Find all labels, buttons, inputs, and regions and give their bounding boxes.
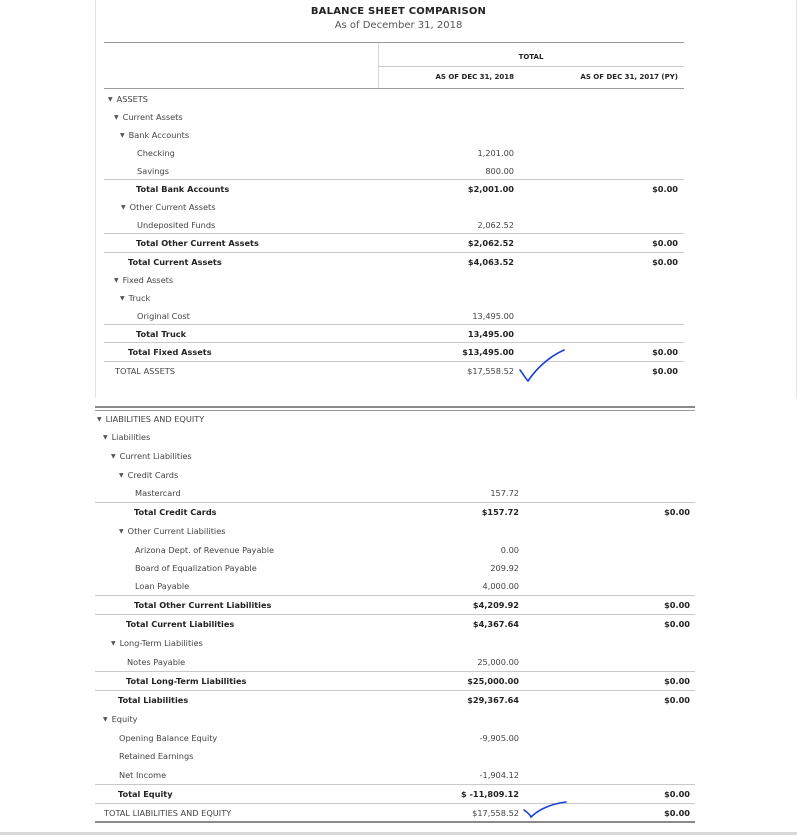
value-2018[interactable]: $ -11,809.12 [460,789,519,799]
row-rule [95,784,695,785]
row-label-text: Board of Equalization Payable [135,563,257,573]
row-label-text: Notes Payable [127,657,186,667]
row-label [119,770,166,780]
value-2017[interactable]: $0.00 [652,238,678,248]
report-title: BALANCE SHEET COMPARISON [310,6,487,17]
row-label [137,220,215,230]
collapse-caret-icon[interactable]: ▼ [114,277,119,284]
row-label-text: Total Liabilities [118,695,189,705]
row-rule [104,342,684,343]
row-label-text: Total Current Assets [128,257,222,267]
value-2018[interactable]: $25,000.00 [467,676,519,686]
col-2018-header[interactable]: AS OF DEC 31, 2018 [435,73,514,81]
row-label [118,789,173,799]
row-label-text: TOTAL LIABILITIES AND EQUITY [104,808,232,818]
value-2018[interactable]: $2,001.00 [467,184,514,194]
row-label[interactable] [111,451,192,461]
checkmark-icon [522,798,570,820]
row-rule [104,252,684,253]
row-label[interactable] [103,432,150,442]
row-label-text: Total Equity [118,789,173,799]
value-2017[interactable]: $0.00 [664,619,690,629]
value-2018[interactable]: 25,000.00 [477,657,519,667]
value-2017[interactable]: $0.00 [652,347,678,357]
row-rule [104,324,684,325]
row-label [136,329,186,339]
row-label [135,488,181,498]
row-label-text: Liabilities [111,432,151,442]
collapse-caret-icon[interactable]: ▼ [120,132,125,139]
value-2018[interactable]: 4,000.00 [482,581,519,591]
row-label-text: Undeposited Funds [137,220,216,230]
row-label [118,695,188,705]
row-rule [104,361,684,362]
value-2017[interactable]: $0.00 [664,507,690,517]
collapse-caret-icon[interactable]: ▼ [119,472,124,479]
value-2017[interactable]: $0.00 [652,184,678,194]
collapse-caret-icon[interactable]: ▼ [103,716,108,723]
collapse-caret-icon[interactable]: ▼ [119,528,124,535]
row-label[interactable] [121,202,215,212]
value-2018[interactable]: 13,495.00 [467,329,514,339]
row-label-text: Total Credit Cards [134,507,217,517]
row-label [128,347,212,357]
value-2018[interactable]: $4,367.64 [472,619,519,629]
value-2018[interactable]: -9,905.00 [479,733,519,743]
row-label-text: Credit Cards [127,470,179,480]
value-2018[interactable]: $4,063.52 [467,257,514,267]
value-2018[interactable]: 157.72 [490,488,519,498]
row-rule [95,614,695,615]
row-label [136,238,259,248]
row-label [119,733,217,743]
total-column-header: TOTAL [518,53,544,61]
value-2018[interactable]: $157.72 [481,507,519,517]
value-2018[interactable]: $29,367.64 [467,695,519,705]
row-label-text: Retained Earnings [119,751,194,761]
row-label-text: Fixed Assets [122,275,174,285]
column-divider [378,42,379,88]
value-2018[interactable]: $17,558.52 [472,808,519,818]
row-label-text: ASSETS [116,94,148,104]
row-label [128,257,222,267]
row-label [135,581,189,591]
row-label-text: Original Cost [137,311,190,321]
row-label [137,166,169,176]
row-label-text: Current Assets [122,112,183,122]
row-label[interactable] [120,130,189,140]
value-2018[interactable]: -1,904.12 [479,770,519,780]
row-label[interactable] [108,94,148,104]
collapse-caret-icon[interactable]: ▼ [121,204,126,211]
value-2017[interactable]: $0.00 [664,789,690,799]
row-label [135,545,274,555]
value-2018[interactable]: 1,201.00 [477,148,514,158]
row-label [126,676,246,686]
header-top-rule [104,42,684,43]
row-label-text: Other Current Assets [129,202,216,212]
report-bottom-rule [95,821,695,823]
col-2017-header[interactable]: AS OF DEC 31, 2017 (PY) [580,73,678,81]
total-header-rule [378,66,684,67]
row-label-text: LIABILITIES AND EQUITY [105,414,205,424]
value-2018[interactable]: $2,062.52 [467,238,514,248]
row-label-text: Total Bank Accounts [136,184,230,194]
row-label[interactable] [119,470,178,480]
row-label[interactable] [114,275,173,285]
row-label-text: Total Other Current Liabilities [134,600,272,610]
collapse-caret-icon[interactable]: ▼ [103,434,108,441]
value-2017[interactable]: $0.00 [664,808,690,818]
row-label-text: Long-Term Liabilities [119,638,203,648]
value-2018[interactable]: 209.92 [490,563,519,573]
row-label [119,751,193,761]
collapse-caret-icon[interactable]: ▼ [111,453,116,460]
row-label-text: Equity [111,714,138,724]
value-2017[interactable]: $0.00 [664,600,690,610]
row-label-text: Other Current Liabilities [127,526,226,536]
row-label [134,600,271,610]
row-label-text: Bank Accounts [128,130,190,140]
row-label [137,311,190,321]
report-subtitle: As of December 31, 2018 [334,20,463,31]
value-2018[interactable]: 2,062.52 [477,220,514,230]
row-rule [104,233,684,234]
row-rule [95,502,695,503]
row-rule [104,179,684,180]
row-label-text: Checking [137,148,175,158]
value-2018[interactable]: $4,209.92 [472,600,519,610]
value-2018[interactable]: $13,495.00 [462,347,514,357]
row-label[interactable] [114,112,183,122]
checkmark-icon [518,346,568,384]
section-separator-2 [95,410,695,411]
value-2018[interactable]: 800.00 [485,166,514,176]
header-bottom-rule [104,88,684,89]
row-label [137,148,175,158]
row-label-text: Opening Balance Equity [119,733,218,743]
row-rule [95,671,695,672]
collapse-caret-icon[interactable]: ▼ [120,295,125,302]
row-label [135,563,257,573]
collapse-caret-icon[interactable]: ▼ [108,96,113,103]
row-label[interactable] [119,526,226,536]
row-label-text: Total Current Liabilities [126,619,235,629]
row-label[interactable] [103,714,138,724]
row-label-text: Truck [128,293,151,303]
row-label [127,657,185,667]
row-rule [95,690,695,691]
row-rule [95,595,695,596]
row-label-text: Mastercard [135,488,181,498]
row-label [136,184,229,194]
row-rule [95,803,695,804]
row-label-text: Savings [137,166,169,176]
value-2017[interactable]: $0.00 [652,366,678,376]
row-label-text: Current Liabilities [119,451,192,461]
row-label-text: Total Truck [136,329,187,339]
row-label[interactable] [120,293,150,303]
row-label-text: Total Other Current Assets [136,238,259,248]
row-label[interactable] [111,638,203,648]
row-label-text: Arizona Dept. of Revenue Payable [135,545,275,555]
collapse-caret-icon[interactable]: ▼ [114,114,119,121]
value-2017[interactable]: $0.00 [652,257,678,267]
value-2018[interactable]: 0.00 [500,545,519,555]
row-label [104,808,231,818]
value-2017[interactable]: $0.00 [664,676,690,686]
collapse-caret-icon[interactable]: ▼ [97,416,102,423]
row-label-text: Total Fixed Assets [128,347,212,357]
value-2017[interactable]: $0.00 [664,695,690,705]
section-separator [95,406,695,408]
row-label [115,366,175,376]
row-label[interactable] [97,414,204,424]
value-2018[interactable]: $17,558.52 [467,366,514,376]
value-2018[interactable]: 13,495.00 [472,311,514,321]
row-label-text: Loan Payable [135,581,190,591]
row-label-text: Total Long-Term Liabilities [126,676,247,686]
row-label-text: Net Income [119,770,167,780]
row-label [134,507,217,517]
row-label-text: TOTAL ASSETS [115,366,175,376]
collapse-caret-icon[interactable]: ▼ [111,640,116,647]
row-label [126,619,234,629]
